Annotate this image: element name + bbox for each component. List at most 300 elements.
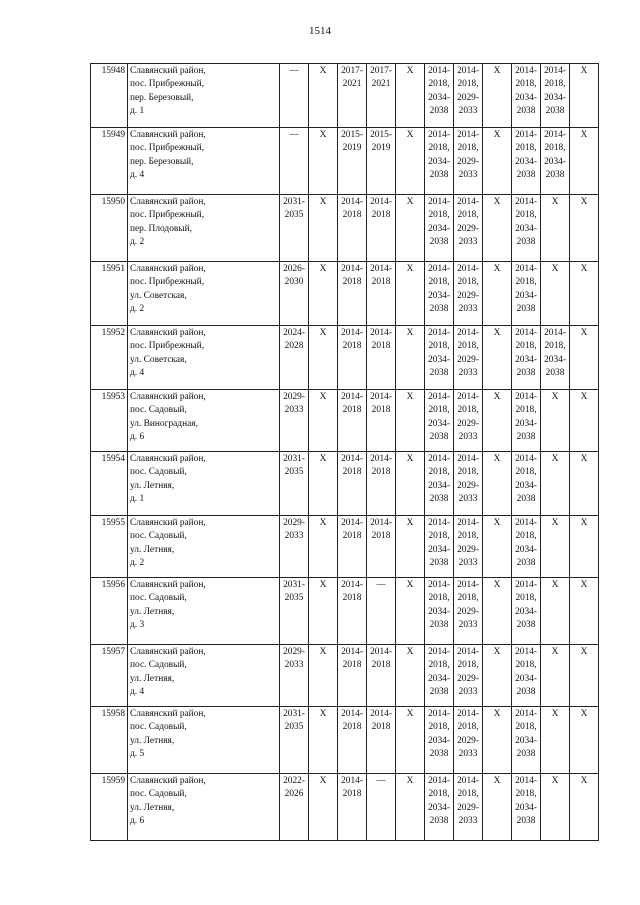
object-id-cell: 15949 bbox=[91, 128, 128, 195]
cell-line: 2018, bbox=[515, 531, 537, 542]
cell-line: 2014- bbox=[457, 328, 479, 338]
cell-line: 2018, bbox=[515, 79, 537, 90]
period-cell bbox=[396, 452, 425, 516]
period-cell bbox=[570, 707, 599, 774]
cell-line: 2034- bbox=[428, 418, 450, 429]
period-cell bbox=[367, 326, 396, 390]
cell-line: 2034- bbox=[428, 606, 450, 617]
cell-line: — bbox=[376, 776, 386, 786]
period-cell bbox=[541, 452, 570, 516]
cell-line: 2038 bbox=[429, 304, 449, 315]
cell-line: 2014- bbox=[341, 580, 363, 590]
cell-line: 2033 bbox=[284, 405, 304, 416]
cell-line: 2038 bbox=[516, 816, 536, 827]
period-cell bbox=[570, 774, 599, 841]
table-row bbox=[91, 774, 599, 841]
period-cell bbox=[541, 262, 570, 326]
cell-line: 2018, bbox=[428, 660, 450, 671]
cell-line: 2018, bbox=[428, 210, 450, 221]
cell-line: 2034- bbox=[428, 735, 450, 746]
address-line: пер. Березовый, bbox=[130, 92, 194, 103]
cell-line: 2018, bbox=[457, 405, 479, 416]
cell-line: 2034- bbox=[515, 735, 537, 746]
period-cell bbox=[541, 645, 570, 707]
cell-line: 2014- bbox=[515, 776, 537, 786]
address-line: Славянский район, bbox=[130, 197, 206, 207]
cell-line: 2014- bbox=[428, 328, 450, 338]
cell-line: 2038 bbox=[516, 558, 536, 569]
period-cell bbox=[454, 195, 483, 262]
cell-line: 2018, bbox=[457, 277, 479, 288]
cell-line: 2014- bbox=[370, 328, 392, 338]
cell-line: 2014- bbox=[457, 197, 479, 207]
object-id-cell: 15957 bbox=[91, 645, 128, 707]
cell-line: X bbox=[406, 392, 414, 402]
period-cell bbox=[280, 390, 309, 452]
period-cell bbox=[280, 64, 309, 128]
cell-line: 2018 bbox=[342, 277, 362, 288]
cell-line: 2033 bbox=[458, 368, 478, 379]
period-cell bbox=[309, 128, 338, 195]
period-cell bbox=[483, 64, 512, 128]
cell-line: 2038 bbox=[429, 749, 449, 760]
cell-line: 2014- bbox=[341, 776, 363, 786]
cell-line: 2014- bbox=[515, 392, 537, 402]
cell-line: 2031- bbox=[283, 197, 305, 207]
period-cell bbox=[280, 516, 309, 578]
cell-line: 2018, bbox=[428, 143, 450, 154]
cell-line: 2018, bbox=[515, 722, 537, 733]
object-id-cell: 15955 bbox=[91, 516, 128, 578]
cell-line: — bbox=[289, 130, 299, 140]
cell-line: 2014- bbox=[515, 328, 537, 338]
period-cell bbox=[425, 128, 454, 195]
period-cell bbox=[454, 516, 483, 578]
period-cell bbox=[309, 578, 338, 645]
cell-line: 2034- bbox=[515, 156, 537, 167]
cell-line: 2021 bbox=[371, 79, 391, 90]
period-cell bbox=[425, 707, 454, 774]
cell-line: X bbox=[319, 580, 327, 590]
table-row bbox=[91, 516, 599, 578]
address-line: Славянский район, bbox=[130, 392, 206, 402]
address-line: д. 6 bbox=[130, 432, 145, 443]
cell-line: 2033 bbox=[458, 749, 478, 760]
cell-line: 2018 bbox=[342, 531, 362, 542]
period-cell bbox=[280, 195, 309, 262]
period-cell bbox=[541, 64, 570, 128]
cell-line: X bbox=[580, 709, 588, 719]
cell-line: 2038 bbox=[516, 368, 536, 379]
cell-line: 2014- bbox=[428, 264, 450, 274]
period-cell bbox=[309, 516, 338, 578]
object-id-cell: 15953 bbox=[91, 390, 128, 452]
period-cell bbox=[541, 516, 570, 578]
cell-line: X bbox=[493, 454, 501, 464]
period-cell bbox=[367, 645, 396, 707]
address-line: пос. Прибрежный, bbox=[130, 79, 205, 90]
address-line: ул. Летняя, bbox=[130, 606, 175, 617]
cell-line: X bbox=[580, 66, 588, 76]
period-cell bbox=[396, 326, 425, 390]
period-cell bbox=[309, 645, 338, 707]
cell-line: 2014- bbox=[370, 454, 392, 464]
cell-line: 2038 bbox=[545, 170, 565, 181]
period-cell bbox=[483, 645, 512, 707]
cell-line: 2018, bbox=[428, 789, 450, 800]
cell-line: 2022- bbox=[283, 776, 305, 786]
cell-line: 2034- bbox=[428, 290, 450, 301]
period-cell bbox=[338, 64, 367, 128]
address-line: ул. Летняя, bbox=[130, 802, 175, 813]
cell-line: 2034- bbox=[428, 480, 450, 491]
address-line: пос. Прибрежный, bbox=[130, 143, 205, 154]
cell-line: 2014- bbox=[457, 392, 479, 402]
period-cell bbox=[425, 262, 454, 326]
period-cell bbox=[309, 326, 338, 390]
period-cell bbox=[541, 707, 570, 774]
cell-line: 2014- bbox=[457, 647, 479, 657]
address-line: пос. Прибрежный, bbox=[130, 277, 205, 288]
cell-line: 2014- bbox=[341, 454, 363, 464]
cell-line: 2018 bbox=[342, 405, 362, 416]
period-cell bbox=[280, 645, 309, 707]
address-line: ул. Виноградная, bbox=[130, 418, 198, 429]
table-row bbox=[91, 707, 599, 774]
period-cell bbox=[338, 262, 367, 326]
cell-line: 2014- bbox=[341, 328, 363, 338]
cell-line: 2014- bbox=[370, 197, 392, 207]
cell-line: 2018, bbox=[515, 210, 537, 221]
cell-line: 2033 bbox=[458, 620, 478, 631]
cell-line: 2018, bbox=[457, 789, 479, 800]
address-line: д. 2 bbox=[130, 237, 145, 248]
table-row bbox=[91, 390, 599, 452]
address-line: пос. Садовый, bbox=[130, 531, 187, 542]
cell-line: 2029- bbox=[283, 518, 305, 528]
cell-line: 2029- bbox=[283, 647, 305, 657]
cell-line: 2018, bbox=[515, 467, 537, 478]
period-cell bbox=[483, 326, 512, 390]
object-id-cell: 15952 bbox=[91, 326, 128, 390]
period-cell bbox=[483, 452, 512, 516]
cell-line: 2018, bbox=[515, 789, 537, 800]
period-cell bbox=[454, 326, 483, 390]
period-cell bbox=[338, 707, 367, 774]
cell-line: 2038 bbox=[516, 432, 536, 443]
cell-line: X bbox=[580, 776, 588, 786]
cell-line: 2018 bbox=[342, 722, 362, 733]
period-cell bbox=[512, 195, 541, 262]
cell-line: 2038 bbox=[545, 368, 565, 379]
cell-line: 2031- bbox=[283, 709, 305, 719]
table-row bbox=[91, 645, 599, 707]
cell-line: X bbox=[319, 264, 327, 274]
period-cell bbox=[396, 707, 425, 774]
cell-line: X bbox=[580, 392, 588, 402]
cell-line: X bbox=[319, 776, 327, 786]
cell-line: X bbox=[319, 518, 327, 528]
cell-line: 2018, bbox=[457, 531, 479, 542]
cell-line: 2018, bbox=[428, 593, 450, 604]
cell-line: 2018 bbox=[342, 210, 362, 221]
period-cell bbox=[454, 128, 483, 195]
cell-line: 2033 bbox=[458, 106, 478, 117]
period-cell bbox=[541, 326, 570, 390]
period-cell bbox=[425, 326, 454, 390]
cell-line: 2038 bbox=[516, 106, 536, 117]
period-cell bbox=[570, 326, 599, 390]
period-cell bbox=[396, 195, 425, 262]
cell-line: 2034- bbox=[515, 418, 537, 429]
table-row bbox=[91, 578, 599, 645]
cell-line: 2018, bbox=[428, 79, 450, 90]
address-cell bbox=[128, 452, 280, 516]
cell-line: 2014- bbox=[544, 328, 566, 338]
address-line: пос. Садовый, bbox=[130, 405, 187, 416]
period-cell bbox=[367, 578, 396, 645]
cell-line: X bbox=[406, 580, 414, 590]
cell-line: 2014- bbox=[370, 392, 392, 402]
address-line: пос. Прибрежный, bbox=[130, 210, 205, 221]
cell-line: 2018, bbox=[457, 210, 479, 221]
period-cell bbox=[512, 452, 541, 516]
period-cell bbox=[396, 774, 425, 841]
period-cell bbox=[541, 578, 570, 645]
cell-line: 2034- bbox=[515, 544, 537, 555]
cell-line: 2014- bbox=[428, 197, 450, 207]
cell-line: 2038 bbox=[429, 494, 449, 505]
period-cell bbox=[541, 774, 570, 841]
cell-line: 2035 bbox=[284, 210, 304, 221]
table-row bbox=[91, 64, 599, 128]
period-cell bbox=[483, 707, 512, 774]
cell-line: 2029- bbox=[457, 156, 479, 167]
cell-line: 2014- bbox=[515, 197, 537, 207]
cell-line: 2019 bbox=[342, 143, 362, 154]
period-cell bbox=[309, 262, 338, 326]
period-cell bbox=[280, 262, 309, 326]
period-cell bbox=[454, 578, 483, 645]
address-line: д. 4 bbox=[130, 368, 145, 379]
period-cell bbox=[425, 516, 454, 578]
cell-line: 2015- bbox=[341, 130, 363, 140]
period-cell bbox=[570, 578, 599, 645]
cell-line: 2035 bbox=[284, 722, 304, 733]
period-cell bbox=[425, 195, 454, 262]
period-cell bbox=[338, 452, 367, 516]
address-line: д. 1 bbox=[130, 494, 145, 505]
period-cell bbox=[541, 390, 570, 452]
address-cell bbox=[128, 774, 280, 841]
cell-line: 2026- bbox=[283, 264, 305, 274]
address-line: д. 3 bbox=[130, 620, 145, 631]
cell-line: 2018, bbox=[428, 405, 450, 416]
period-cell bbox=[396, 262, 425, 326]
cell-line: 2031- bbox=[283, 580, 305, 590]
cell-line: 2014- bbox=[457, 66, 479, 76]
page-number: 1514 bbox=[309, 25, 331, 37]
cell-line: 2038 bbox=[516, 687, 536, 698]
cell-line: 2035 bbox=[284, 467, 304, 478]
cell-line: 2014- bbox=[457, 776, 479, 786]
cell-line: 2034- bbox=[544, 92, 566, 103]
cell-line: X bbox=[406, 130, 414, 140]
cell-line: 2014- bbox=[428, 392, 450, 402]
cell-line: 2018, bbox=[457, 660, 479, 671]
period-cell bbox=[338, 128, 367, 195]
object-id-cell: 15951 bbox=[91, 262, 128, 326]
cell-line: 2014- bbox=[515, 130, 537, 140]
table-row bbox=[91, 452, 599, 516]
period-cell bbox=[570, 128, 599, 195]
address-line: пос. Садовый, bbox=[130, 789, 187, 800]
cell-line: X bbox=[551, 392, 559, 402]
address-line: пос. Садовый, bbox=[130, 593, 187, 604]
period-cell bbox=[280, 578, 309, 645]
cell-line: X bbox=[493, 580, 501, 590]
address-cell bbox=[128, 262, 280, 326]
cell-line: X bbox=[551, 709, 559, 719]
cell-line: 2018, bbox=[428, 467, 450, 478]
period-cell bbox=[280, 707, 309, 774]
cell-line: 2017- bbox=[370, 66, 392, 76]
cell-line: X bbox=[319, 454, 327, 464]
cell-line: 2028 bbox=[284, 341, 304, 352]
cell-line: 2014- bbox=[515, 66, 537, 76]
period-cell bbox=[512, 516, 541, 578]
period-cell bbox=[454, 390, 483, 452]
address-cell bbox=[128, 326, 280, 390]
cell-line: 2018, bbox=[428, 277, 450, 288]
cell-line: X bbox=[493, 328, 501, 338]
period-cell bbox=[425, 774, 454, 841]
period-cell bbox=[367, 390, 396, 452]
period-cell bbox=[425, 390, 454, 452]
cell-line: 2014- bbox=[515, 518, 537, 528]
cell-line: 2033 bbox=[458, 816, 478, 827]
cell-line: 2014- bbox=[341, 264, 363, 274]
cell-line: 2031- bbox=[283, 454, 305, 464]
cell-line: 2033 bbox=[458, 304, 478, 315]
cell-line: 2033 bbox=[284, 660, 304, 671]
cell-line: X bbox=[493, 776, 501, 786]
address-line: пос. Прибрежный, bbox=[130, 341, 205, 352]
address-cell bbox=[128, 516, 280, 578]
address-cell bbox=[128, 390, 280, 452]
address-line: ул. Летняя, bbox=[130, 735, 175, 746]
cell-line: X bbox=[406, 776, 414, 786]
cell-line: X bbox=[580, 328, 588, 338]
cell-line: 2033 bbox=[458, 237, 478, 248]
cell-line: 2029- bbox=[457, 802, 479, 813]
address-cell bbox=[128, 645, 280, 707]
address-line: пос. Садовый, bbox=[130, 722, 187, 733]
cell-line: X bbox=[493, 709, 501, 719]
cell-line: 2014- bbox=[515, 647, 537, 657]
cell-line: 2014- bbox=[428, 647, 450, 657]
address-line: д. 5 bbox=[130, 749, 145, 760]
cell-line: X bbox=[406, 647, 414, 657]
cell-line: 2034- bbox=[515, 606, 537, 617]
address-cell bbox=[128, 578, 280, 645]
period-cell bbox=[512, 645, 541, 707]
cell-line: 2035 bbox=[284, 593, 304, 604]
cell-line: 2014- bbox=[457, 518, 479, 528]
cell-line: 2038 bbox=[516, 237, 536, 248]
cell-line: 2018, bbox=[428, 722, 450, 733]
cell-line: 2034- bbox=[544, 156, 566, 167]
address-cell bbox=[128, 707, 280, 774]
cell-line: 2038 bbox=[429, 368, 449, 379]
cell-line: 2034- bbox=[544, 354, 566, 365]
cell-line: 2029- bbox=[283, 392, 305, 402]
period-cell bbox=[338, 326, 367, 390]
cell-line: X bbox=[493, 130, 501, 140]
cell-line: 2014- bbox=[341, 709, 363, 719]
period-cell bbox=[367, 452, 396, 516]
cell-line: 2014- bbox=[544, 66, 566, 76]
table-row bbox=[91, 262, 599, 326]
address-line: Славянский район, bbox=[130, 709, 206, 719]
cell-line: 2014- bbox=[428, 66, 450, 76]
cell-line: 2024- bbox=[283, 328, 305, 338]
cell-line: 2033 bbox=[458, 432, 478, 443]
cell-line: X bbox=[580, 264, 588, 274]
period-cell bbox=[338, 578, 367, 645]
period-cell bbox=[396, 516, 425, 578]
address-line: пер. Плодовый, bbox=[130, 223, 192, 234]
cell-line: 2018, bbox=[457, 722, 479, 733]
cell-line: 2038 bbox=[516, 170, 536, 181]
cell-line: 2014- bbox=[457, 454, 479, 464]
cell-line: 2038 bbox=[429, 620, 449, 631]
cell-line: X bbox=[580, 454, 588, 464]
cell-line: X bbox=[493, 264, 501, 274]
cell-line: 2018 bbox=[371, 210, 391, 221]
period-cell bbox=[338, 390, 367, 452]
cell-line: 2034- bbox=[428, 156, 450, 167]
cell-line: 2029- bbox=[457, 290, 479, 301]
address-line: д. 4 bbox=[130, 170, 145, 181]
cell-line: X bbox=[551, 264, 559, 274]
cell-line: 2029- bbox=[457, 418, 479, 429]
period-cell bbox=[367, 516, 396, 578]
cell-line: 2014- bbox=[457, 580, 479, 590]
cell-line: X bbox=[319, 130, 327, 140]
cell-line: 2018, bbox=[428, 341, 450, 352]
cell-line: X bbox=[551, 518, 559, 528]
cell-line: 2019 bbox=[371, 143, 391, 154]
cell-line: 2018 bbox=[371, 467, 391, 478]
address-line: Славянский район, bbox=[130, 776, 206, 786]
cell-line: 2038 bbox=[516, 749, 536, 760]
cell-line: X bbox=[406, 264, 414, 274]
cell-line: 2018 bbox=[342, 593, 362, 604]
cell-line: X bbox=[319, 709, 327, 719]
period-cell bbox=[367, 195, 396, 262]
address-line: д. 1 bbox=[130, 106, 145, 117]
period-cell bbox=[483, 390, 512, 452]
cell-line: 2018, bbox=[515, 143, 537, 154]
cell-line: X bbox=[580, 518, 588, 528]
period-cell bbox=[570, 64, 599, 128]
cell-line: 2018, bbox=[428, 531, 450, 542]
cell-line: 2014- bbox=[515, 580, 537, 590]
cell-line: X bbox=[580, 197, 588, 207]
cell-line: 2038 bbox=[545, 106, 565, 117]
cell-line: 2014- bbox=[544, 130, 566, 140]
